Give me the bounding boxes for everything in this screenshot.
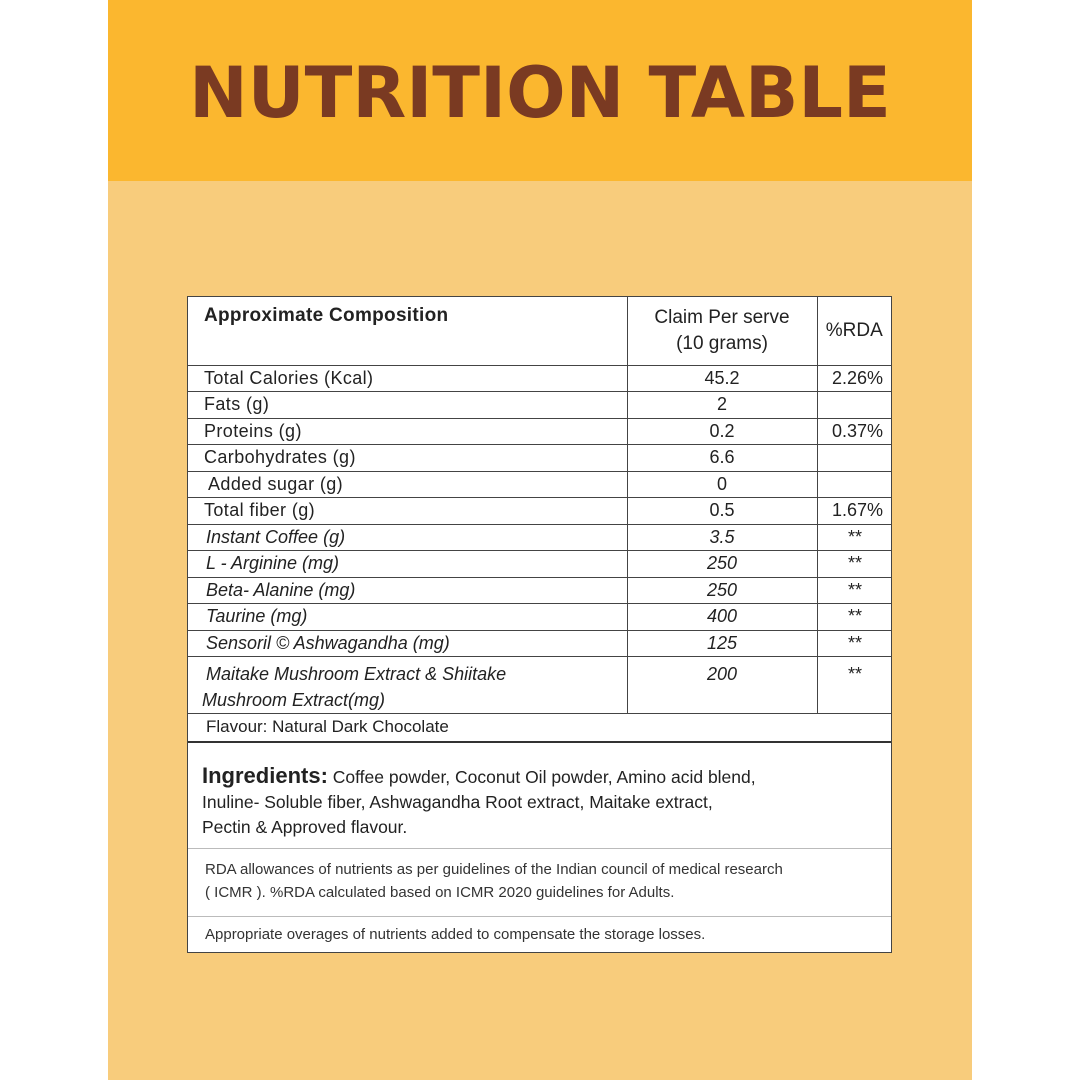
row-rda: 1.67% — [817, 498, 891, 525]
header-claim — [627, 297, 817, 365]
table-row — [188, 445, 891, 472]
row-rda: ** — [817, 657, 891, 714]
table-row — [188, 657, 891, 714]
row-rda — [817, 392, 891, 419]
row-name: Fats (g) — [188, 392, 627, 419]
table-row — [188, 577, 891, 604]
ingredients-line2: Inuline- Soluble fiber, Ashwagandha Root extract, Maitake extract, — [202, 792, 713, 812]
table-row — [188, 471, 891, 498]
row-claim: 400 — [627, 604, 817, 631]
row-rda: ** — [817, 604, 891, 631]
table-row — [188, 392, 891, 419]
row-name: Taurine (mg) — [188, 604, 627, 631]
table-row — [188, 604, 891, 631]
row-name-line1: Maitake Mushroom Extract & Shiitake — [206, 664, 507, 684]
page-title: NUTRITION TABLE — [189, 51, 891, 134]
row-name: Instant Coffee (g) — [188, 524, 627, 551]
header-claim-line1: Claim Per serve — [654, 307, 790, 328]
row-name-line2: Mushroom Extract(mg) — [202, 690, 386, 710]
row-claim: 200 — [627, 657, 817, 714]
table-row — [188, 630, 891, 657]
row-rda: 2.26% — [817, 365, 891, 392]
row-claim: 45.2 — [627, 365, 817, 392]
rda-note — [205, 858, 885, 904]
row-rda: ** — [817, 577, 891, 604]
row-name: Added sugar (g) — [188, 471, 627, 498]
table-row — [188, 365, 891, 392]
row-claim: 0 — [627, 471, 817, 498]
row-claim: 0.5 — [627, 498, 817, 525]
row-claim: 0.2 — [627, 418, 817, 445]
table-row — [188, 418, 891, 445]
divider — [188, 848, 891, 849]
row-claim: 2 — [627, 392, 817, 419]
row-rda: 0.37% — [817, 418, 891, 445]
row-name — [188, 657, 627, 714]
row-name: L - Arginine (mg) — [188, 551, 627, 578]
ingredients-line3: Pectin & Approved flavour. — [202, 817, 408, 837]
row-claim: 250 — [627, 551, 817, 578]
row-name: Carbohydrates (g) — [188, 445, 627, 472]
row-claim: 6.6 — [627, 445, 817, 472]
row-name: Total fiber (g) — [188, 498, 627, 525]
overages-note: Appropriate overages of nutrients added to compensate the storage losses. — [205, 926, 706, 943]
nutrition-table — [188, 297, 891, 743]
row-rda: ** — [817, 630, 891, 657]
row-claim: 250 — [627, 577, 817, 604]
ingredients-label: Ingredients: — [202, 763, 328, 788]
header-composition: Approximate Composition — [188, 297, 627, 365]
header-banner — [108, 0, 972, 181]
row-name: Sensoril © Ashwagandha (mg) — [188, 630, 627, 657]
row-claim: 3.5 — [627, 524, 817, 551]
nutrition-card — [187, 296, 892, 953]
row-name: Proteins (g) — [188, 418, 627, 445]
table-row — [188, 498, 891, 525]
table-row — [188, 524, 891, 551]
table-header-row — [188, 297, 891, 365]
rda-note-line1: RDA allowances of nutrients as per guidelines of the Indian council of medical research — [205, 861, 783, 878]
row-name: Total Calories (Kcal) — [188, 365, 627, 392]
ingredients-line1: Coffee powder, Coconut Oil powder, Amino acid blend, — [327, 767, 756, 787]
flavour-row — [188, 714, 891, 742]
rda-note-line2: ( ICMR ). %RDA calculated based on ICMR 2020 guidelines for Adults. — [205, 884, 675, 901]
row-rda: ** — [817, 524, 891, 551]
header-claim-line2: (10 grams) — [676, 333, 768, 354]
row-rda — [817, 445, 891, 472]
row-rda: ** — [817, 551, 891, 578]
row-name: Beta- Alanine (mg) — [188, 577, 627, 604]
divider — [188, 916, 891, 917]
header-rda: %RDA — [817, 297, 891, 365]
row-claim: 125 — [627, 630, 817, 657]
ingredients-block — [202, 763, 882, 840]
background-panel — [108, 0, 972, 1080]
table-row — [188, 551, 891, 578]
flavour-text: Flavour: Natural Dark Chocolate — [188, 714, 891, 742]
row-rda — [817, 471, 891, 498]
